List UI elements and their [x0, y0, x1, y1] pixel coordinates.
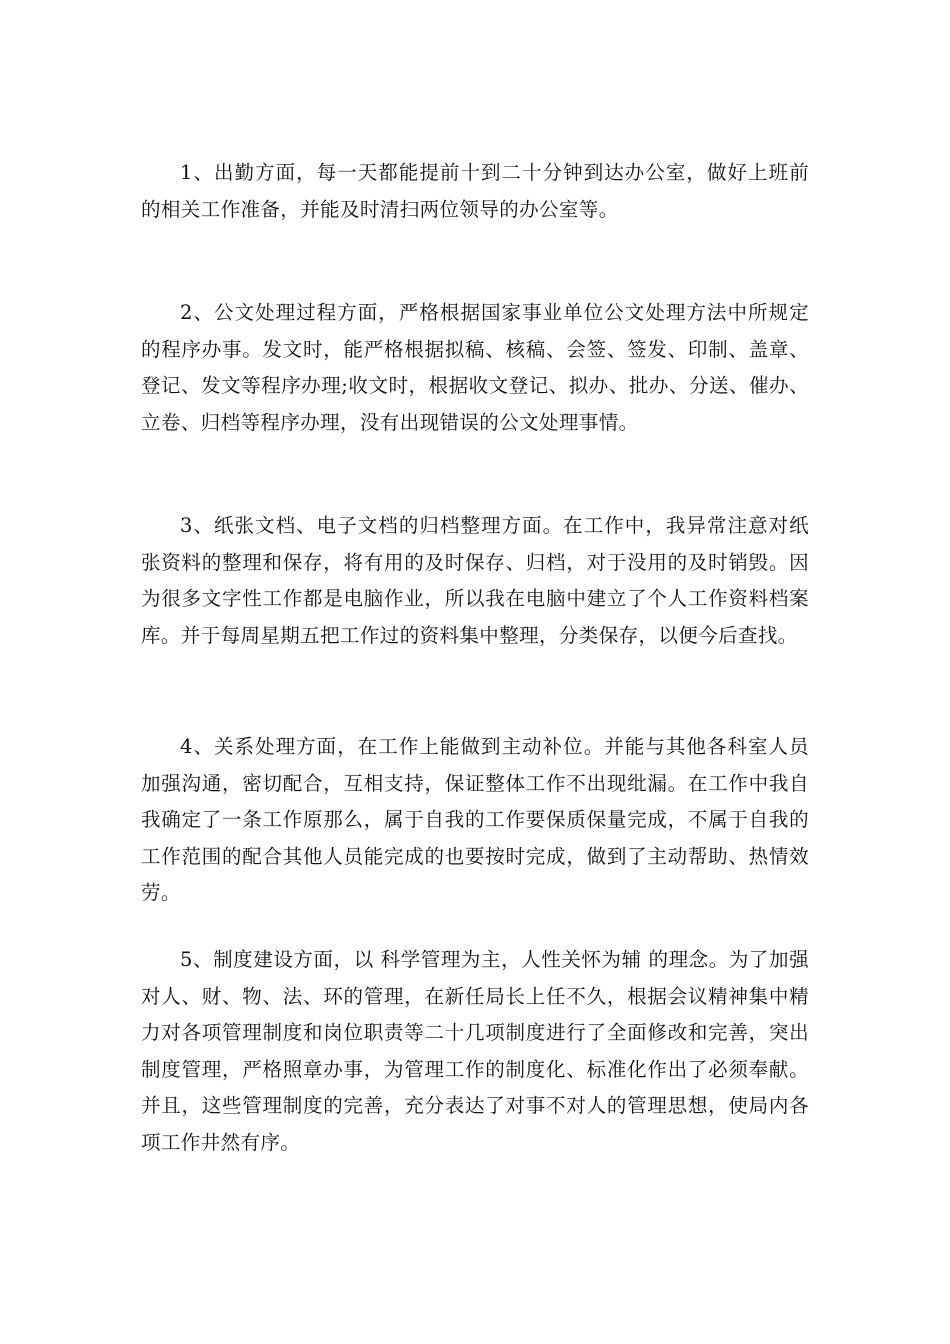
- paragraph-relationships: 4、关系处理方面，在工作上能做到主动补位。并能与其他各科室人员加强沟通，密切配合，互相支持，保证整体工作不出现纰漏。在工作中我自我确定了一条工作原那么，属于自我的工作要保质保量完成，不属于自我的工作范围的配合其他人员能完成的也要按时完成，做到了主动帮助、热情效劳。: [141, 735, 809, 904]
- paragraph-document-processing: 2、公文处理过程方面，严格根据国家事业单位公文处理方法中所规定的程序办事。发文时，能严格根据拟稿、核稿、会签、签发、印制、盖章、登记、发文等程序办理;收文时，根据收文登记、拟办、批办、分送、催办、立卷、归档等程序办理，没有出现错误的公文处理事情。: [141, 301, 809, 434]
- paragraph-attendance: 1、出勤方面，每一天都能提前十到二十分钟到达办公室，做好上班前的相关工作准备，并能及时清扫两位领导的办公室等。: [141, 161, 809, 221]
- paragraph-system-building: 5、制度建设方面，以 科学管理为主，人性关怀为辅 的理念。为了加强对人、财、物、法、环的管理，在新任局长上任不久，根据会议精神集中精力对各项管理制度和岗位职责等二十几项制度进行了全面修改和完善，突出制度管理，严格照章办事，为管理工作的制度化、标准化作出了必须奉献。并且，这些管理制度的完善，充分表达了对事不对人的管理思想，使局内各项工作井然有序。: [141, 948, 809, 1154]
- paragraph-archiving: 3、纸张文档、电子文档的归档整理方面。在工作中，我异常注意对纸张资料的整理和保存，将有用的及时保存、归档，对于没用的及时销毁。因为很多文字性工作都是电脑作业，所以我在电脑中建立了个人工作资料档案库。并于每周星期五把工作过的资料集中整理，分类保存，以便今后查找。: [141, 514, 809, 647]
